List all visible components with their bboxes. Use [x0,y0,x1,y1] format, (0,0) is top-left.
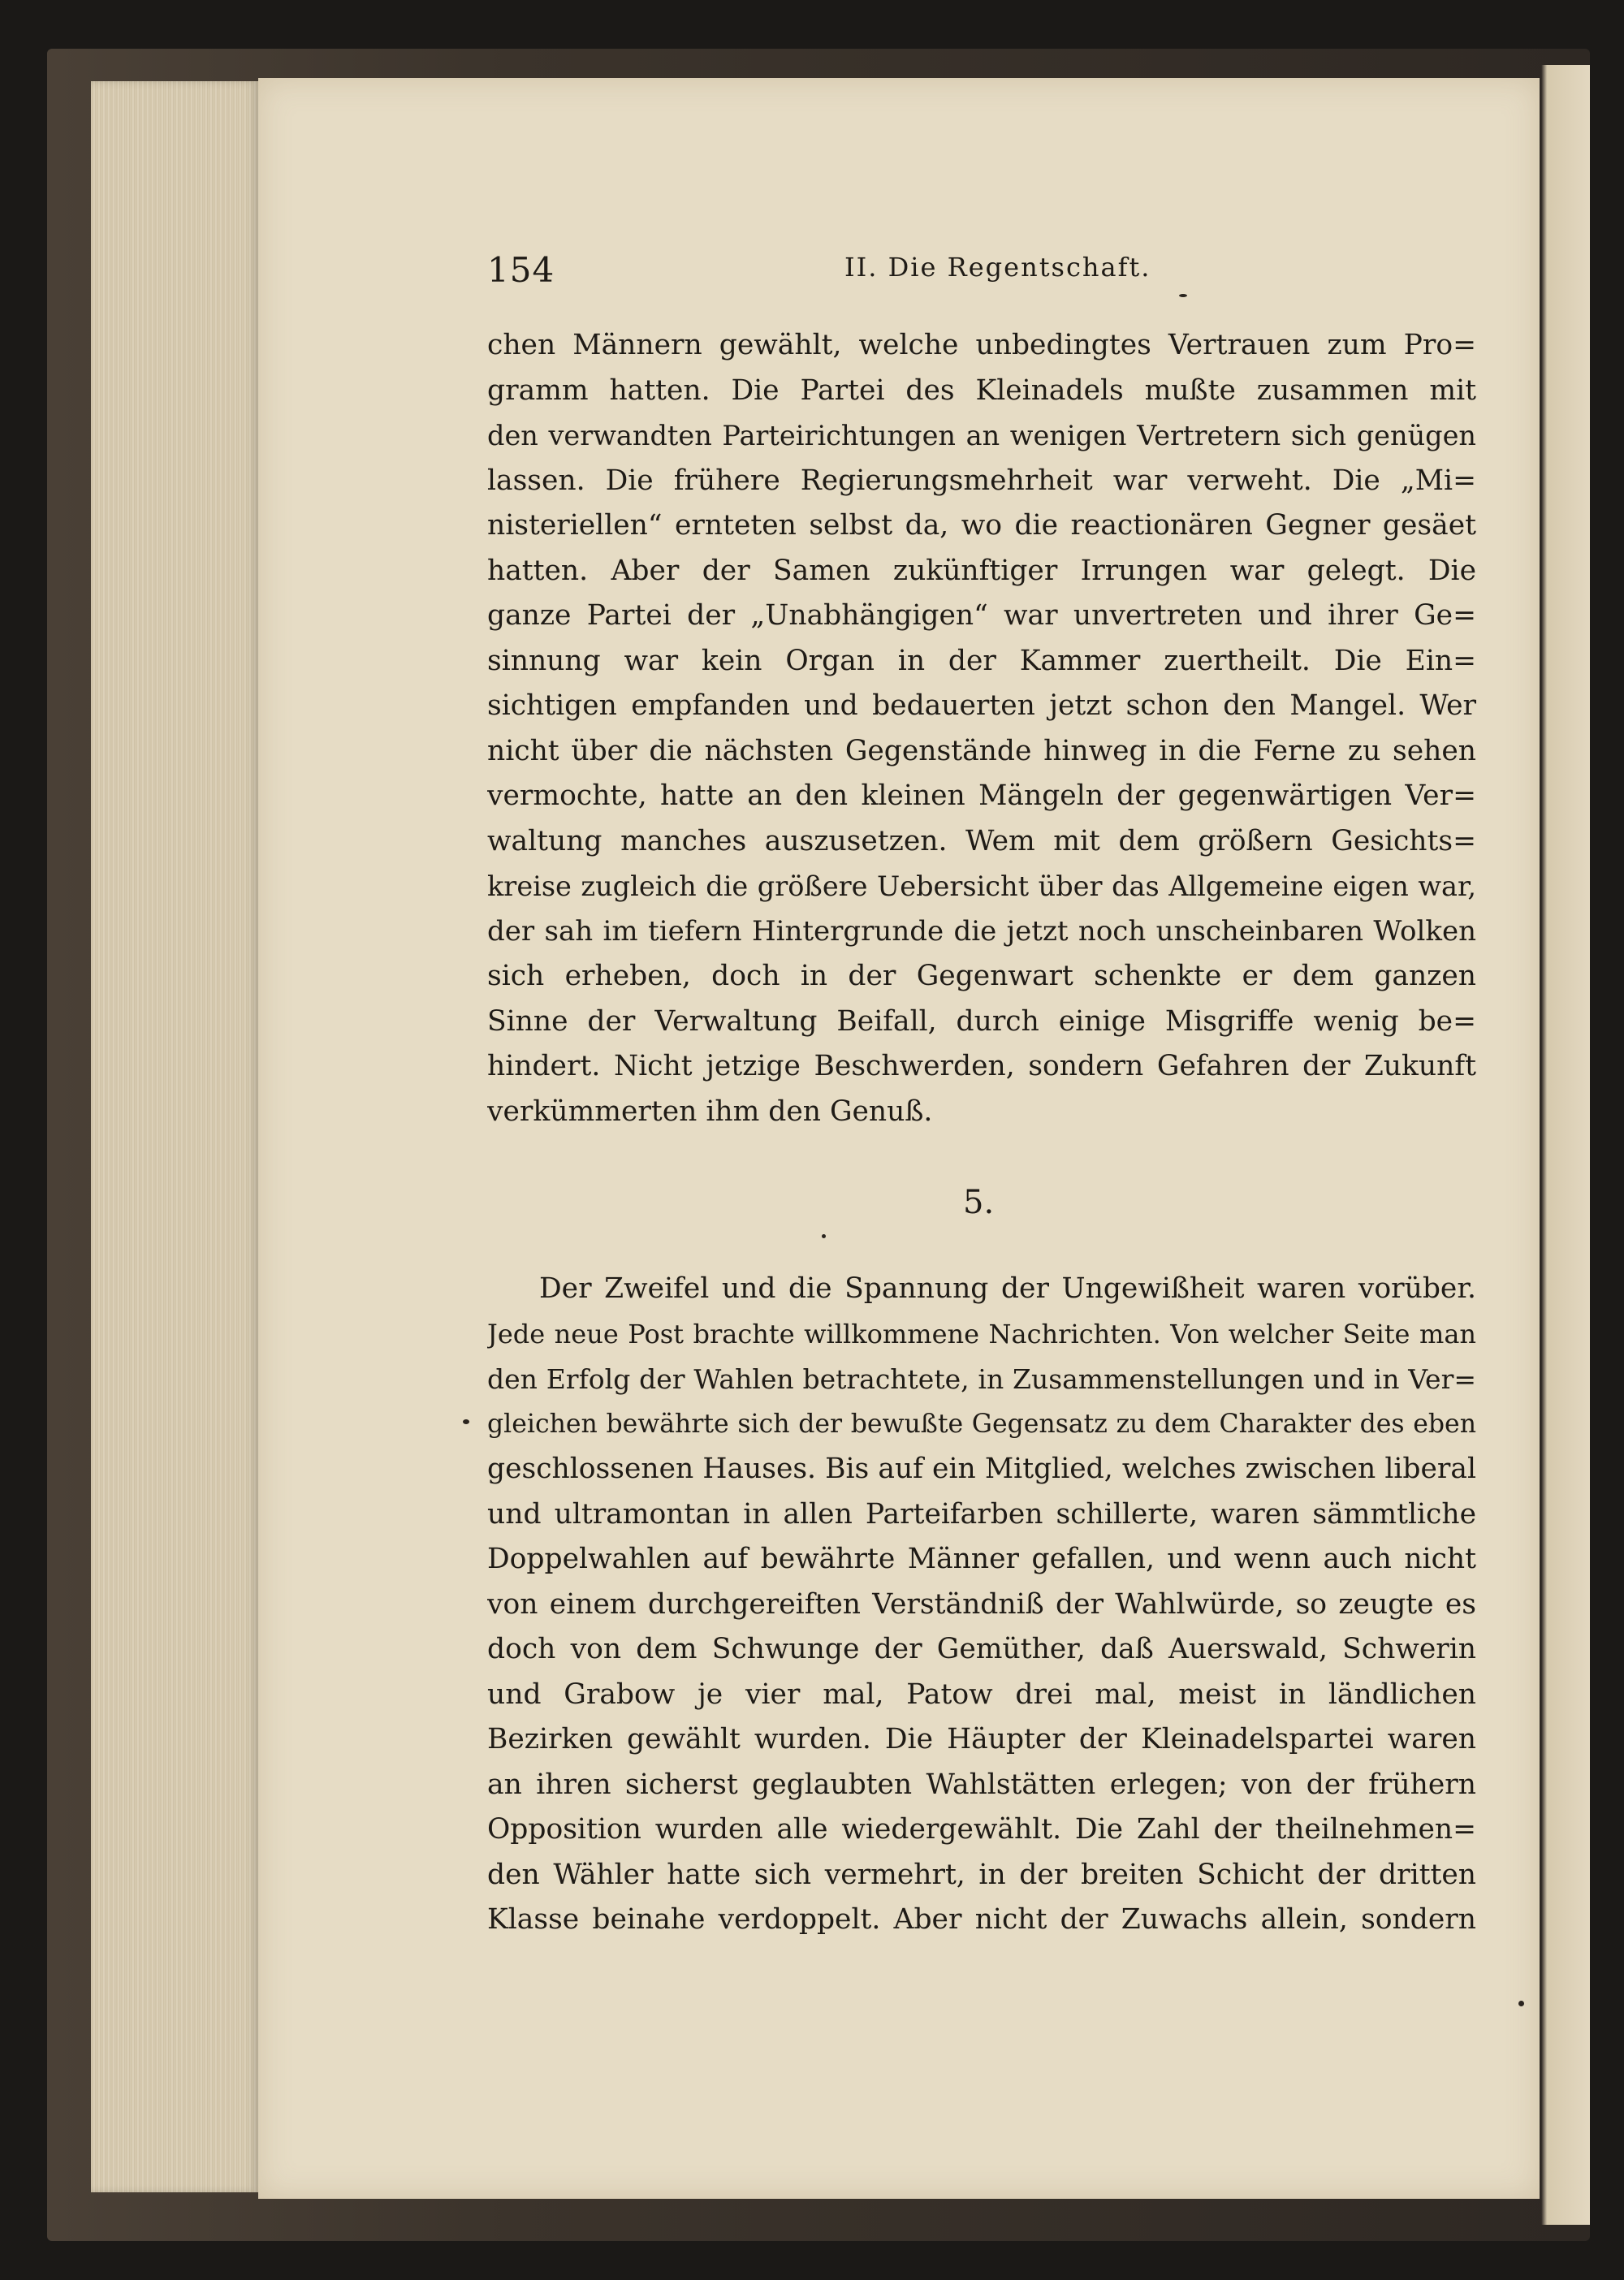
text-line: doch von dem Schwunge der Gemüther, daß Auerswald, Schwerin [487,1633,1476,1665]
text-line: nicht über die nächsten Gegenstände hinweg in die Ferne zu sehen [487,734,1476,767]
text-line: gramm hatten. Die Partei des Kleinadels mußte zusammen mit [487,374,1476,407]
text-line: Klasse beinahe verdoppelt. Aber nicht der Zuwachs allein, sondern [487,1903,1476,1936]
paper-speck [463,1419,469,1424]
text-line: den Wähler hatte sich vermehrt, in der breiten Schicht der dritten [487,1858,1476,1891]
text-line: hatten. Aber der Samen zukünftiger Irrungen war gelegt. Die [487,554,1476,587]
page-number: 154 [487,250,555,290]
text-line: kreise zugleich die größere Uebersicht über das Allgemeine eigen war, [487,870,1476,902]
text-line: und ultramontan in allen Parteifarben schillerte, waren sämmtliche [487,1497,1476,1531]
text-line: waltung manches auszusetzen. Wem mit dem größern Gesichts= [487,824,1476,857]
paper-speck [822,1234,826,1238]
text-line: geschlossenen Hauses. Bis auf ein Mitglied, welches zwischen liberal [487,1453,1476,1485]
text-line: sich erheben, doch in der Gegenwart schenkte er dem ganzen [487,960,1476,992]
text-line: von einem durchgereiften Verständniß der Wahlwürde, so zeugte es [487,1587,1476,1621]
text-line: den Erfolg der Wahlen betrachtete, in Zusammenstellungen und in Ver= [487,1363,1476,1395]
text-line: der sah im tiefern Hintergrunde die jetzt noch unscheinbaren Wolken [487,914,1476,948]
text-line: lassen. Die frühere Regierungsmehrheit war verweht. Die „Mi= [487,464,1476,497]
text-line: sinnung war kein Organ in der Kammer zuertheilt. Die Ein= [487,644,1476,677]
text-line: sichtigen empfanden und bedauerten jetzt schon den Mangel. Wer [487,689,1476,722]
facing-page-edge [1541,65,1590,2225]
text-line: Der Zweifel und die Spannung der Ungewißheit waren vorüber. [539,1272,1476,1305]
text-line: gleichen bewährte sich der bewußte Gegensatz zu dem Charakter des eben [487,1409,1476,1439]
text-line: Opposition wurden alle wiedergewählt. Die Zahl der theilnehmen= [487,1813,1476,1846]
paper-speck [1179,294,1187,297]
section-number: 5. [963,1184,995,1221]
page-edges [91,81,258,2192]
text-line: nisteriellen“ ernteten selbst da, wo die reactionären Gegner gesäet [487,509,1476,542]
text-line: den verwandten Parteirichtungen an wenigen Vertretern sich genügen [487,420,1476,451]
text-line: Jede neue Post brachte willkommene Nachrichten. Von welcher Seite man [487,1318,1476,1349]
text-line: ganze Partei der „Unabhängigen“ war unvertreten und ihrer Ge= [487,599,1476,632]
paper-speck [1518,2001,1524,2006]
running-title: II. Die Regentschaft. [844,252,1151,283]
text-line: hindert. Nicht jetzige Beschwerden, sondern Gefahren der Zukunft [487,1050,1476,1082]
text-line: Doppelwahlen auf bewährte Männer gefallen, und wenn auch nicht [487,1543,1476,1575]
text-line: vermochte, hatte an den kleinen Mängeln der gegenwärtigen Ver= [487,779,1476,812]
page-header [487,250,1476,299]
text-line: chen Männern gewählt, welche unbedingtes Vertrauen zum Pro= [487,329,1476,361]
paragraph-1 [487,323,1476,1134]
text-line: Bezirken gewählt wurden. Die Häupter der Kleinadelspartei waren [487,1723,1476,1755]
text-line: an ihren sicherst geglaubten Wahlstätten erlegen; von der frühern [487,1768,1476,1801]
text-line: und Grabow je vier mal, Patow drei mal, meist in ländlichen [487,1678,1476,1711]
paragraph-2 [487,1267,1476,1943]
text-line: verkümmerten ihm den Genuß. [487,1095,933,1128]
text-line: Sinne der Verwaltung Beifall, durch einige Misgriffe wenig be= [487,1004,1476,1038]
